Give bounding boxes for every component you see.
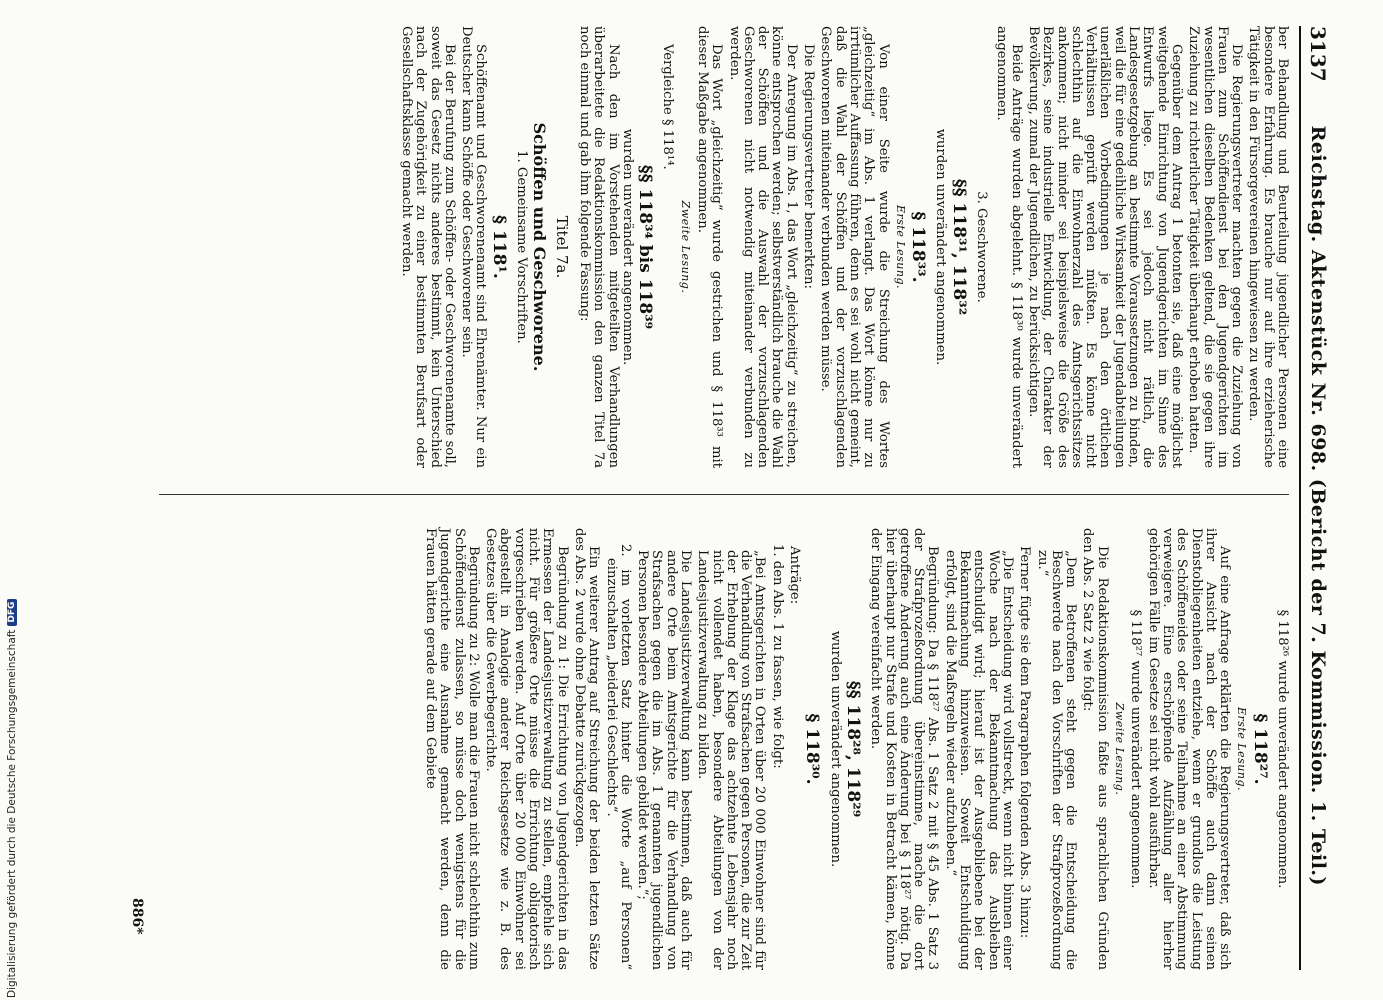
rotated-document-page (75, 18, 1335, 978)
paragraph: Der Anregung im Abs. 1, das Wort „gleichzeitig“ zu streichen, könne entsprochen werden; selbstverständlich brauche die Wahl der Schöffen und die Auswahl der vorzuschlagenden Geschworenen nicht notwendig miteinander verbunden zu werden. (726, 26, 799, 468)
sheet-signature: 886* (129, 898, 145, 935)
section-label: 3. Geschworene. (974, 191, 990, 303)
paragraph: Begründung zu 2: Wolle man die Frauen nicht schlechthin zum Schöffendienst zulassen, so müsse doch wenigstens für die Jugendgerichte eine Ausnahme gemacht werden, denn die Frauen hätten gerade auf dem Gebiete (422, 528, 481, 970)
paragraph: Auf eine Anfrage erklärten die Regierungsvertreter, daß sich ihrer Ansicht nach der Schöffe auch dann seinen Dienstobliegenheiten entziehe, wenn er grundlos die Leistung des Schöffeneides oder seine Teilnahme an einer Abstimmung verweigere. Eine erschöpfende Aufzählung aller hierher gehörigen Fälle im Gesetze sei nicht wohl ausführbar. (1145, 528, 1233, 970)
paragraph: Bei der Berufung zum Schöffen- oder Geschworenenamte soll, soweit das Gesetz nichts anderes bestimmt, kein Unterschied nach der Zugehörigkeit zu einer bestimmten Berufsart oder Gesellschaftsklasse gemacht werden. (398, 26, 457, 468)
title-subheading: Schöffen und Geschworene. (530, 122, 550, 372)
section-status: § 118²⁶ wurde unverändert angenommen. (1275, 609, 1290, 889)
paragraph: Das Wort „gleichzeitig“ wurde gestrichen und § 118³³ mit dieser Maßgabe angenommen. (695, 26, 725, 468)
reading-label: Erste Lesung. (893, 204, 907, 290)
list-item: 2. im vorletzten Satz hinter die Worte „auf Personen“ einzuschalten „beiderlei Geschlechts“. (603, 544, 633, 970)
quotation: „Dem Betroffenen steht gegen die Entscheidung die Beschwerde nach den Vorschriften der Strafprozeßordnung zu.“ (1034, 550, 1079, 970)
paragraph: Nach den im Vorstehenden mitgeteilten Verhandlungen überarbeitete die Redaktionskommission den ganzen Titel 7a noch einmal und gab ihm folgende Fassung: (576, 26, 621, 468)
paragraph: Begründung zu 1: Die Errichtung von Jugendgerichten in das Ermessen der Landesjustizverwaltung zu stellen, empfehle sich nicht. Für größere Orte müsse die Errichtung obligatorisch vorgeschrieben werden. Auf Orte über 20 000 Einwohner sei abgestellt in Analogie anderer Reichsgesetze wie z. B. des Gesetzes über die Gewerbegerichte. (483, 528, 570, 970)
paragraph: Ein weiterer Antrag auf Streichung der beiden letzten Sätze des Abs. 2 wurde ohne Debatte zurückgezogen. (571, 528, 602, 970)
reading-label: Zweite Lesung. (678, 200, 692, 294)
section-heading: § 118¹. (488, 215, 509, 279)
section-status: wurden unverändert angenommen. (827, 630, 843, 868)
reading-label: Zweite Lesung. (1113, 702, 1127, 796)
section-status: § 118²⁷ wurde unverändert angenommen. (1128, 609, 1144, 889)
left-column (396, 26, 1289, 468)
paragraph: Schöffenamt und Geschworenenamt sind Ehrenämter. Nur ein Deutscher kann Schöffe oder Geschworener sein. (459, 26, 489, 468)
paragraph: Begründung: Da § 118²⁷ Abs. 1 Satz 2 mit § 45 Abs. 1 Satz 3 der Strafprozeßordnung übereinstimme, mache die dort getroffene Änderung auch eine Änderung bei § 118²⁷ nötig. Da hier überhaupt nur Strafe und Kosten in Betracht kämen, könne der Eingang vereinfacht werden. (868, 528, 941, 970)
column-divider (159, 494, 1289, 495)
section-status: wurden unverändert angenommen. (619, 128, 635, 366)
dfg-logo: DFG (7, 599, 17, 626)
subsection-label: 1. Gemeinsame Vorschriften. (514, 150, 530, 344)
section-heading: §§ 118³¹, 118³² (948, 178, 969, 316)
paragraph: Gegenüber dem Antrag 1 betonten sie, daß eine möglichst weitgehende Einrichtung von Jugendgerichten im Sinne des Entwurfs liege. Es sei jedoch nicht rätlich, die Landesgesetzgebung an bestimmte Voraussetzungen zu binden, weil die für eine gedeihliche Wirksamkeit der Jugendabteilungen unerläßlichen Vorbedingungen je nach den örtlichen Verhältnissen geprüft werden müßten. Es könne nicht schlechthin auf die Einwohnerzahl des Amtsgerichtssitzes ankommen; nicht minder sei beispielsweise die Größe des Bezirkes, seine industrielle Entwicklung, der Charakter der Bevölkerung, zumal der Jugendlichen, zu berücksichtigen. (1025, 26, 1184, 468)
section-status: wurden unverändert angenommen. (933, 128, 949, 366)
paragraph: Beide Anträge wurden abgelehnt. § 118³⁰ wurde unverändert angenommen. (994, 26, 1024, 468)
quotation: „Die Entscheidung wird vollstreckt, wenn nicht binnen einer Woche nach der Bekanntmachung das Ausbleiben entschuldigt wird; hierauf ist der Ausgebliebene bei der Bekanntmachung hinzuweisen. Soweit Entschuldigung erfolgt, sind die Maßregeln wieder aufzuheben.“ (942, 550, 1015, 970)
quotation: Die Landesjustizverwaltung kann bestimmen, daß auch für andere Orte beim Amtsgerichte für die Verhandlung von Strafsachen gegen die im Abs. 1 genannten jugendlichen Personen besondere Abteilungen gebildet werden.“; (635, 550, 694, 970)
paragraph: Die Regierungsvertreter bemerkten: (801, 44, 817, 289)
paragraph: Ferner fügte sie dem Paragraphen folgenden Abs. 3 hinzu: (1017, 546, 1033, 939)
running-title: Reichstag. Aktenstück Nr. 698. (Bericht der 7. Kommission. 1. Teil.) (1307, 125, 1329, 887)
paragraph: Die Regierungsvertreter machten gegen die Zuziehung von Frauen zum Schöffendienst bei den Jugendgerichten im wesentlichen dieselben Bedenken geltend, die sie gegen ihre Zuziehung zu richterlicher Tätigkeit überhaupt erhoben hatten. (1186, 26, 1245, 468)
page-header (1299, 26, 1335, 970)
title-heading: Titel 7a. (552, 215, 571, 279)
quotation: „Bei Amtsgerichten in Orten über 20 000 Einwohner sind für die Verhandlung von Strafsachen gegen Personen, die zur Zeit der Erhebung der Klage das achtzehnte Lebensjahr noch nicht vollendet haben, besondere Abteilungen von der Landesjustizverwaltung zu bilden. (695, 550, 768, 970)
section-heading: §§ 118²⁸, 118²⁹ (842, 680, 863, 818)
section-heading: § 118³³. (908, 211, 929, 283)
section-heading: § 118²⁷. (1249, 713, 1270, 785)
section-heading: § 118³⁰. (802, 713, 823, 785)
section-heading: §§ 118³⁴ bis 118³⁹ (635, 164, 656, 330)
credit-text: Digitalisierung gefördert durch die Deutsche Forschungsgemeinschaft (6, 629, 18, 998)
paragraph: ber Behandlung und Beurteilung jugendlicher Personen eine besondere Erfahrung. Es brauche nur auf ihre erzieherische Tätigkeit in den Fürsorgevereinen hingewiesen zu werden. (1246, 26, 1290, 468)
page-number: 3137 (1306, 26, 1330, 82)
paragraph: Anträge: (787, 546, 803, 605)
paragraph: Von einer Seite wurde die Streichung des Wortes „gleichzeitig“ im Abs. 1 verlangt. Das Wort könne nur zu irrtümlicher Auffassung führen, denn es sei wohl nicht gemeint, daß die Wahl der Schöffen und der vorzuschlagenden Geschworenen miteinander verbunden werden müsse. (818, 26, 891, 468)
right-column (420, 528, 1289, 970)
digitization-credit (6, 599, 18, 998)
paragraph: Die Redaktionskommission faßte aus sprachlichen Gründen den Abs. 2 Satz 2 wie folgt: (1080, 528, 1110, 970)
list-item: 1. den Abs. 1 zu fassen, wie folgt: (769, 544, 785, 769)
reading-label: Erste Lesung. (1235, 706, 1249, 792)
paragraph: Vergleiche § 118¹⁴. (660, 44, 676, 170)
